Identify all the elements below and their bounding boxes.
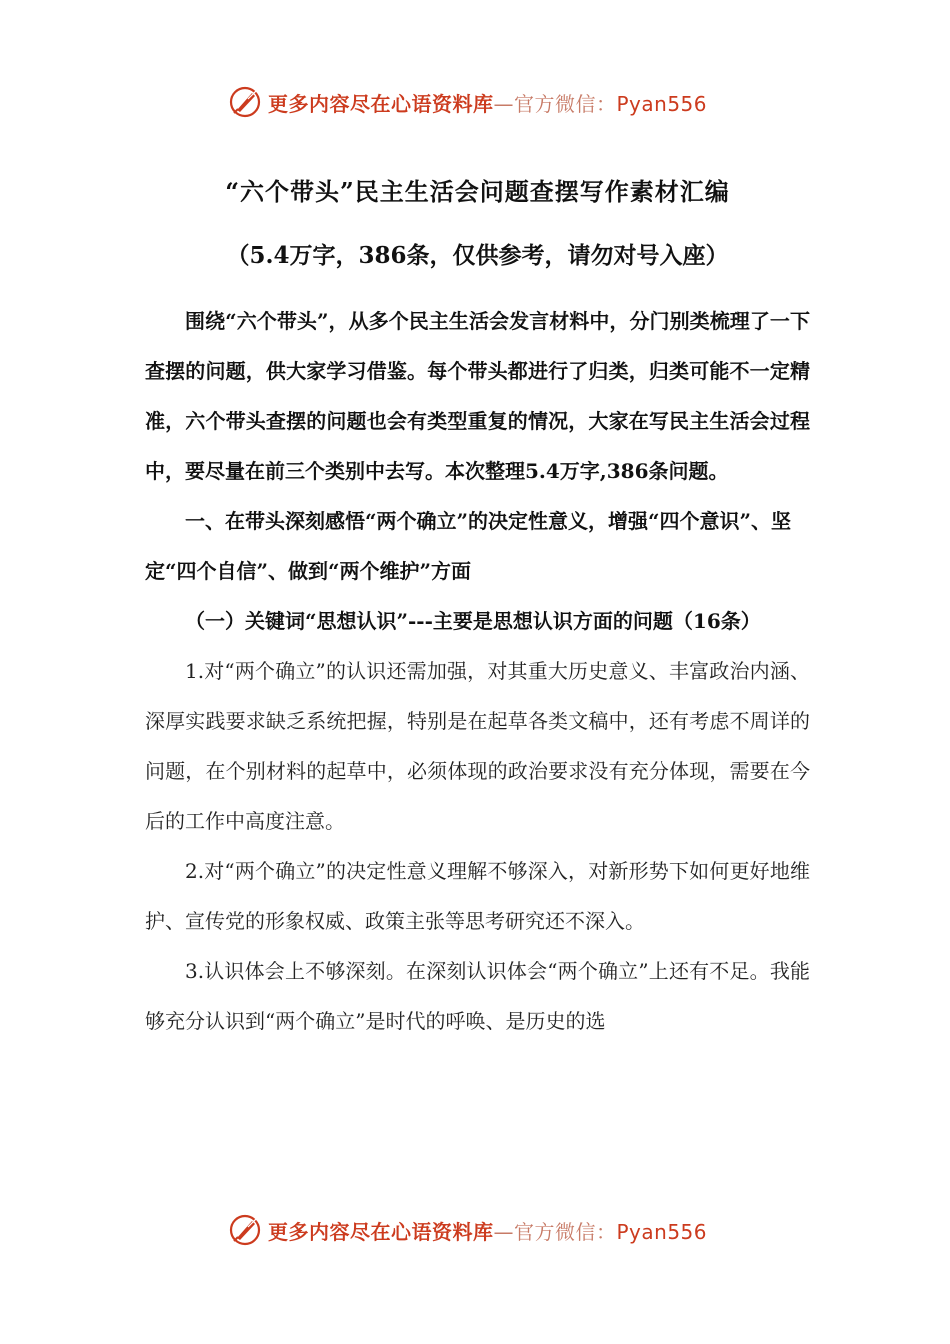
watermark-separator: — xyxy=(493,91,514,116)
quill-pen-icon xyxy=(228,85,262,119)
list-item: 1.对“两个确立”的认识还需加强，对其重大历史意义、丰富政治内涵、深厚实践要求缺乏系统把握，特别是在起草各类文稿中，还有考虑不周详的问题，在个别材料的起草中，必须体现的政治要求没有充分体现，需要在今后的工作中高度注意。 xyxy=(145,659,810,833)
list-item: 3.认识体会上不够深刻。在深刻认识体会“两个确立”上还有不足。我能够充分认识到“两个确立”是时代的呼唤、是历史的选 xyxy=(145,959,810,1033)
watermark-separator: — xyxy=(493,1219,514,1244)
watermark-wechat-id: Pyan556 xyxy=(616,91,708,116)
watermark-contact-label: 官方微信： xyxy=(514,1219,617,1244)
watermark-contact-label: 官方微信： xyxy=(514,91,617,116)
document-title: “六个带头”民主生活会问题查摆写作素材汇编 xyxy=(225,177,730,206)
watermark-banner-top xyxy=(0,82,950,122)
document-page xyxy=(145,172,810,1046)
watermark-banner-bottom xyxy=(0,1210,950,1250)
document-subtitle: （5.4万字，386条，仅供参考，请勿对号入座） xyxy=(226,242,729,269)
subsection-heading-1: （一）关键词“思想认识”---主要是思想认识方面的问题（16条） xyxy=(185,609,761,633)
watermark-main-text: 更多内容尽在心语资料库 xyxy=(268,91,494,116)
list-item: 2.对“两个确立”的决定性意义理解不够深入，对新形势下如何更好地维护、宣传党的形象权威、政策主张等思考研究还不深入。 xyxy=(145,859,810,933)
intro-paragraph: 围绕“六个带头”，从多个民主生活会发言材料中，分门别类梳理了一下查摆的问题，供大家学习借鉴。每个带头都进行了归类，归类可能不一定精准，六个带头查摆的问题也会有类型重复的情况，大家在写民主生活会过程中，要尽量在前三个类别中去写。本次整理5.4万字,386条问题。 xyxy=(145,309,810,483)
quill-pen-icon xyxy=(228,1213,262,1247)
section-heading-1: 一、在带头深刻感悟“两个确立”的决定性意义，增强“四个意识”、坚定“四个自信”、做到“两个维护”方面 xyxy=(145,509,792,583)
watermark-main-text: 更多内容尽在心语资料库 xyxy=(268,1219,494,1244)
watermark-wechat-id: Pyan556 xyxy=(616,1219,708,1244)
